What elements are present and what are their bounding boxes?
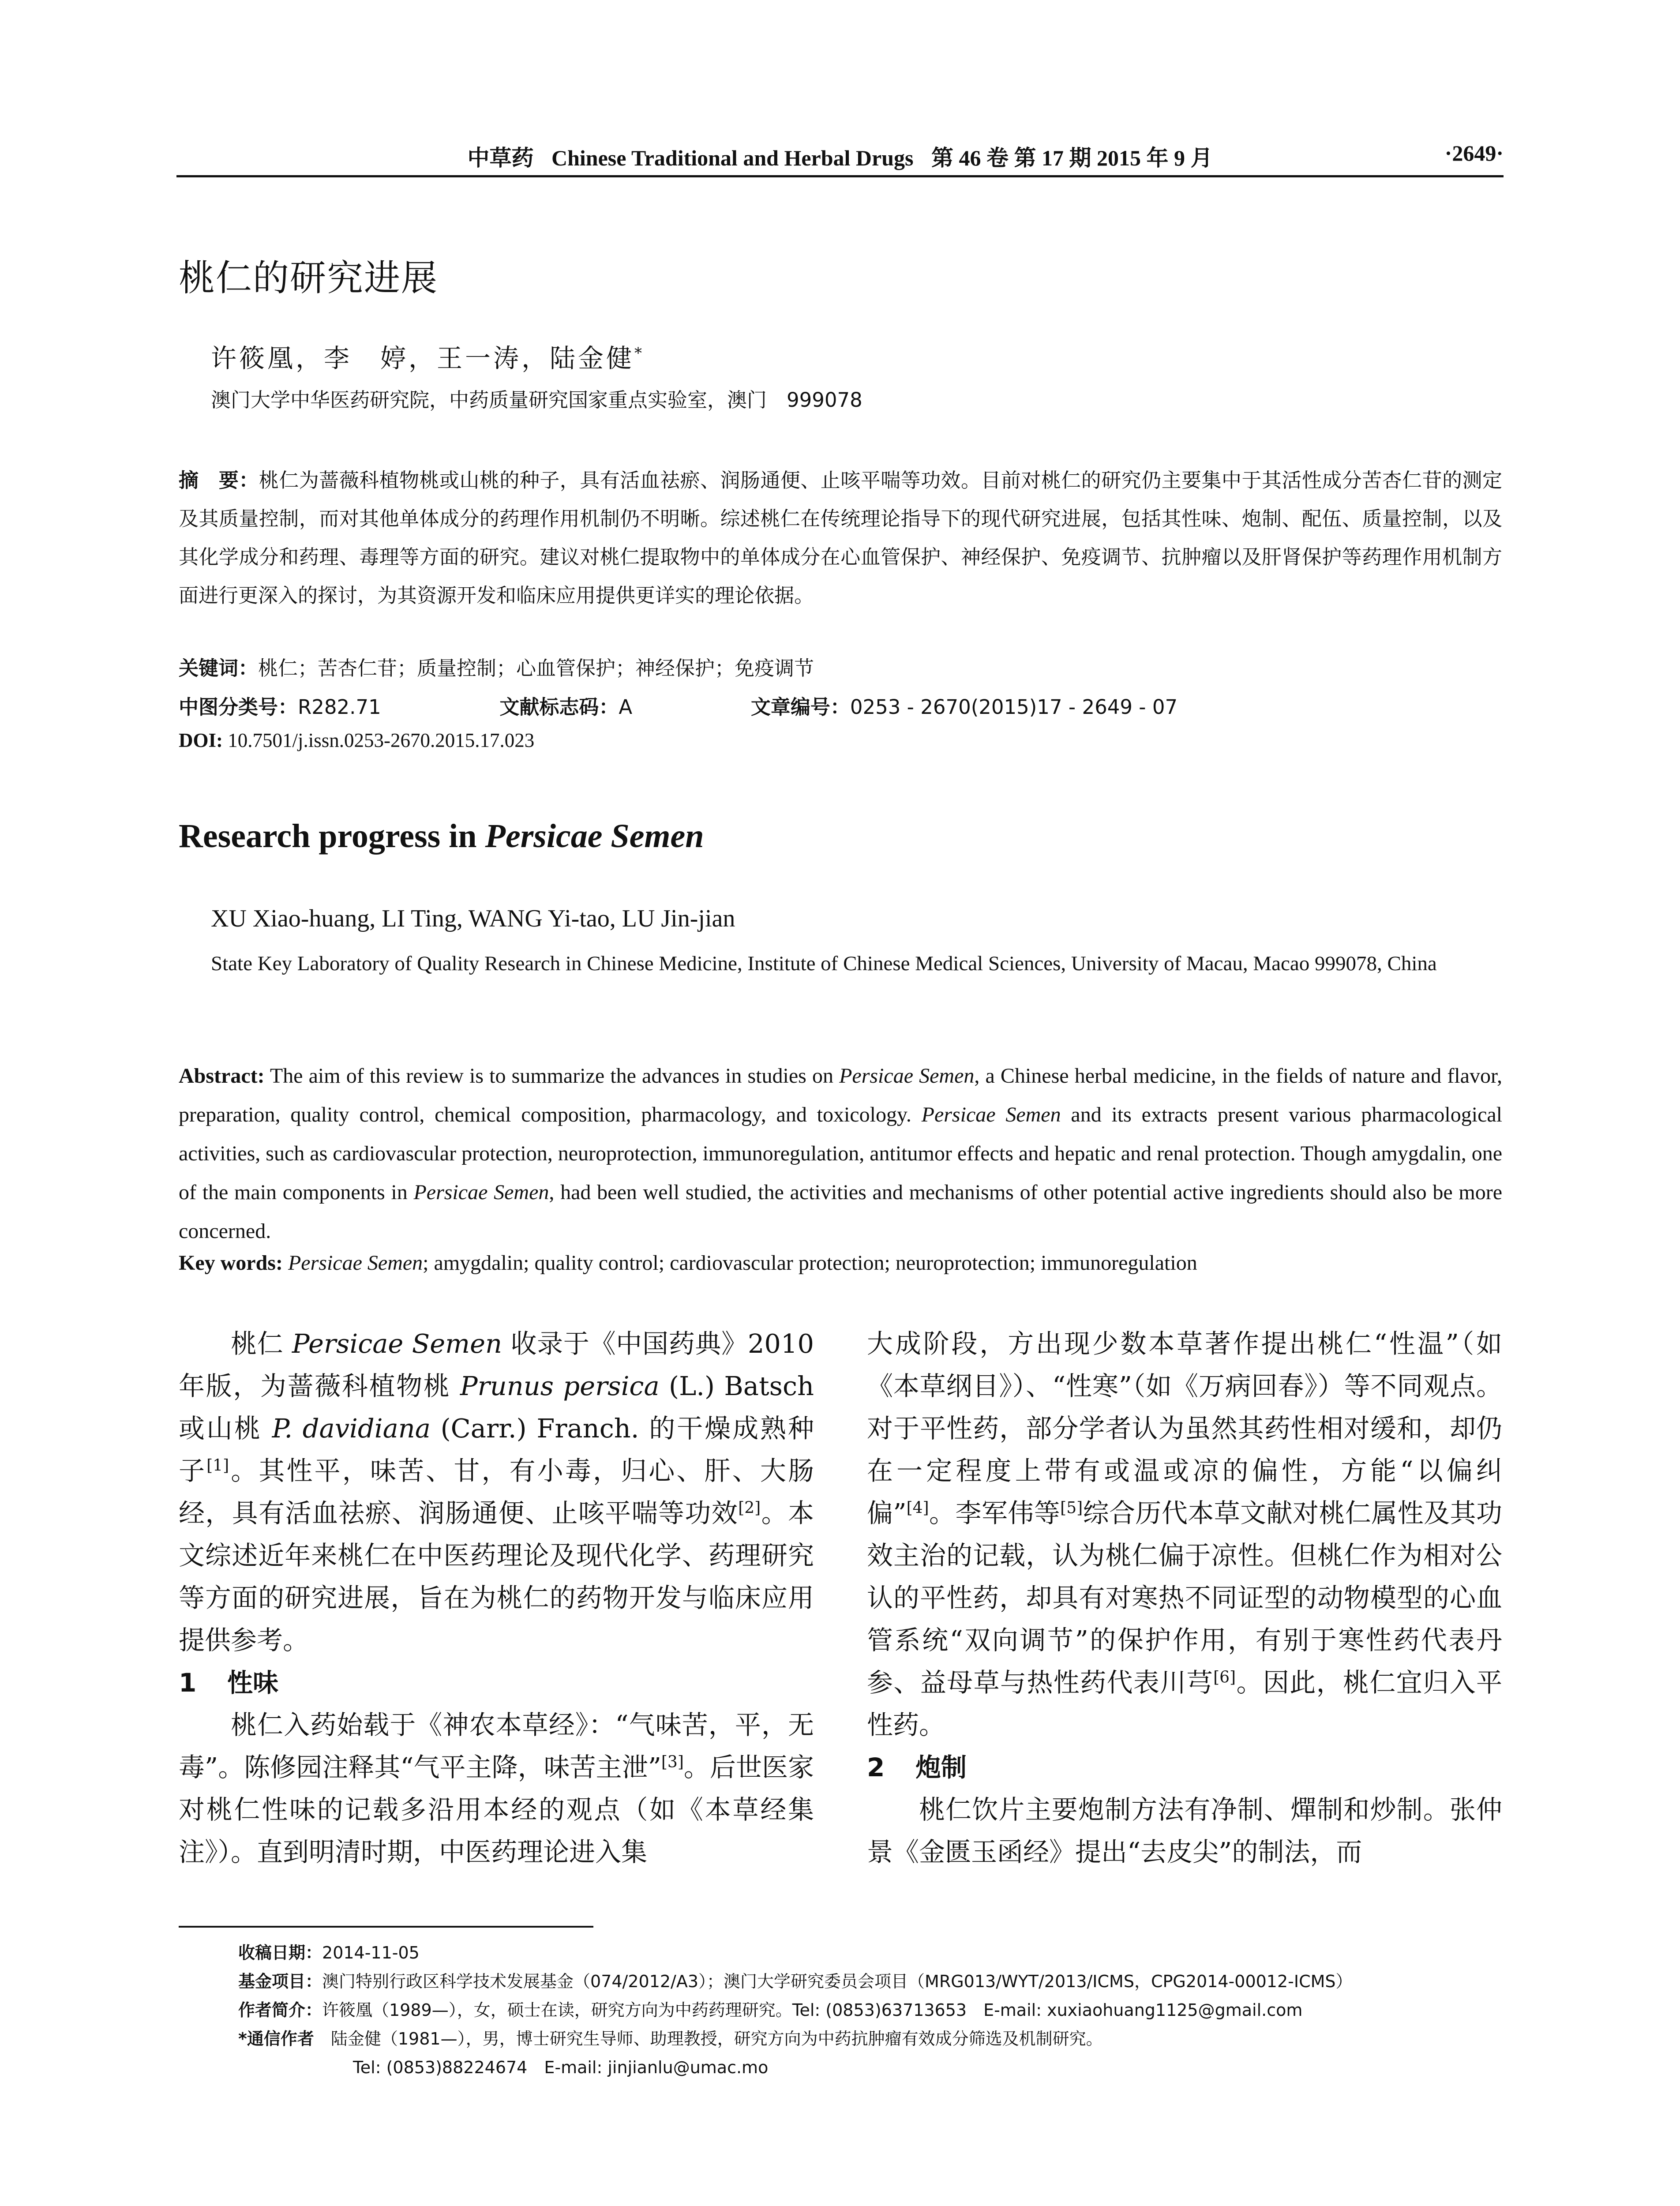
doc-code-label: 文献标志码： [499, 695, 619, 719]
authors-cn-text: 许筱凰，李 婷，王一涛，陆金健 [211, 343, 635, 373]
abstract-en-label: Abstract: [179, 1064, 265, 1088]
citation-ref[interactable]: [1] [206, 1456, 229, 1475]
footnote-label: 收稿日期： [238, 1943, 322, 1962]
citation-ref[interactable]: [4] [906, 1499, 929, 1517]
header-rule [176, 175, 1504, 177]
abstract-cn-text: 桃仁为蔷薇科植物桃或山桃的种子，具有活血祛瘀、润肠通便、止咳平喘等功效。目前对桃仁的研究仍主要集中于其活性成分苦杏仁苷的测定及其质量控制，而对其他单体成分的药理作用机制仍不明晰。综述桃仁在传统理论指导下的现代研究进展，包括其性味、炮制、配伍、质量控制，以及其化学成分和药理、毒理等方面的研究。建议对桃仁提取物中的单体成分在心血管保护、神经保护、免疫调节、抗肿瘤以及肝肾保护等药理作用机制方面进行更深入的探讨，为其资源开发和临床应用提供更详实的理论依据。 [179, 469, 1502, 607]
body-text: 收录于《中国药典》2010 年版，为蔷薇科植物桃 [179, 1328, 814, 1401]
body-text: 综合历代本草文献对桃仁属性及其功效主治的记载，认为桃仁偏于凉性。但桃仁作为相对公认的平性药，却具有对寒热不同证型的动物模型的心血管系统“双向调节”的保护作用，有别于寒性药代表丹参、益母草与热性药代表川芎 [867, 1498, 1502, 1698]
abstract-en-text: , a Chinese herbal medicine, in the fields of nature and flavor, preparation, quality control, chemical composition, pharmacology, and toxicology. [179, 1064, 1502, 1126]
footnote-text: 陆金健（1981—），男，博士研究生导师、助理教授，研究方向为中药抗肿瘤有效成分筛选及机制研究。 [314, 2029, 1103, 2048]
section-number: 2 [867, 1752, 885, 1782]
body-text: 大成阶段，方出现少数本草著作提出桃仁“性温”（如《本草纲目》）、“性寒”（如《万病回春》）等不同观点。对于平性药，部分学者认为虽然其药性相对缓和，却仍在一定程度上带有或温或凉的偏性，方能“以偏纠偏” [867, 1328, 1502, 1528]
abstract-en-text: The aim of this review is to summarize the advances in studies on [264, 1064, 840, 1088]
section-heading [179, 1662, 814, 1704]
keywords-cn [179, 652, 814, 681]
keywords-cn-text: 桃仁；苦杏仁苷；质量控制；心血管保护；神经保护；免疫调节 [258, 657, 814, 680]
species-name: Persicae Semen [292, 1328, 502, 1359]
footnote-label: 作者简介： [238, 2000, 322, 2020]
species-name: Prunus persica [460, 1371, 660, 1401]
footnote-rule [179, 1926, 593, 1928]
abstract-cn-label: 摘 要： [179, 469, 259, 492]
title-en-italic: Persicae Semen [485, 818, 704, 855]
journal-name-en: Chinese Traditional and Herbal Drugs [551, 146, 914, 170]
species-name: Persicae Semen [839, 1064, 975, 1088]
citation-ref[interactable]: [2] [738, 1499, 761, 1517]
species-name: Persicae Semen [413, 1181, 549, 1204]
article-title-cn: 桃仁的研究进展 [179, 257, 439, 299]
keywords-cn-label: 关键词： [179, 657, 259, 680]
footnote-label: *通信作者 [238, 2029, 314, 2048]
abstract-en-text: and its extracts present various pharmacological activities, such as cardiovascular protection, neuroprotection, immunoregulation, antitumor effects and hepatic and renal protection. Though amygdalin, one of the main components in [179, 1103, 1503, 1204]
keywords-en-italic: Persicae Semen [288, 1251, 423, 1275]
section-title: 性味 [227, 1668, 279, 1698]
body-text: 桃仁 [231, 1328, 292, 1359]
species-name: P. davidiana [272, 1413, 431, 1444]
author-list-cn [211, 338, 645, 375]
footnote-received [238, 1939, 420, 1963]
species-name: Persicae Semen [921, 1103, 1061, 1126]
title-en-prefix: Research progress in [179, 818, 485, 855]
clc-label: 中图分类号： [179, 695, 298, 719]
body-text: 。后世医家对桃仁性味的记载多沿用本经的观点（如《本草经集注》）。直到明清时期，中医药理论进入集 [179, 1752, 814, 1867]
running-header [176, 140, 1504, 175]
body-text: 。本文综述近年来桃仁在中医药理论及现代化学、药理研究等方面的研究进展，旨在为桃仁的药物开发与临床应用提供参考。 [179, 1498, 814, 1655]
footnote-label: 基金项目： [238, 1972, 322, 1991]
footnote-fund [238, 1968, 1353, 1992]
corresponding-mark: * [634, 344, 645, 362]
citation-ref[interactable]: [6] [1213, 1668, 1236, 1687]
footnote-text: 澳门特别行政区科学技术发展基金（074/2012/A3）；澳门大学研究委员会项目（MRG013/WYT/2013/ICMS，CPG2014-00012-ICMS） [322, 1972, 1353, 1991]
keywords-en [179, 1251, 1197, 1275]
affiliation-en: State Key Laboratory of Quality Research in Chinese Medicine, Institute of Chinese Medical Sciences, University of Macau, Macao 999078, China [211, 952, 1437, 975]
abstract-cn [179, 461, 1502, 615]
doi-label: DOI: [179, 729, 223, 751]
keywords-en-label: Key words: [179, 1251, 283, 1275]
body-text: 。因此，桃仁宜归入平性药。 [867, 1667, 1502, 1740]
citation-ref[interactable]: [3] [661, 1753, 684, 1771]
section-heading [867, 1746, 1502, 1789]
body-paragraph [179, 1704, 814, 1873]
doi-row [179, 729, 534, 752]
body-column-right [867, 1323, 1502, 1873]
doc-code-value: A [619, 695, 633, 719]
section-number: 1 [179, 1668, 197, 1698]
body-text: 。李军伟等 [929, 1498, 1061, 1528]
article-no-label: 文章编号： [750, 695, 850, 719]
article-title-en [179, 817, 704, 855]
footnote-text: 许筱凰（1989—），女，硕士在读，研究方向为中药药理研究。Tel: (0853)63713653 E-mail: xuxiaohuang1125@gmail.com [322, 2000, 1303, 2020]
classification-row [179, 691, 1178, 720]
footnote-corresponding [238, 2025, 1103, 2049]
journal-line [176, 140, 1504, 172]
author-list-en: XU Xiao-huang, LI Ting, WANG Yi-tao, LU Jin-jian [211, 905, 735, 932]
body-text: 桃仁入药始载于《神农本草经》：“气味苦，平，无毒”。陈修园注释其“气平主降，味苦主泄” [179, 1710, 814, 1782]
body-text: 。其性平，味苦、甘，有小毒，归心、肝、大肠经，具有活血祛瘀、润肠通便、止咳平喘等功效 [179, 1456, 814, 1528]
keywords-en-text: ; amygdalin; quality control; cardiovascular protection; neuroprotection; immunoregulation [423, 1251, 1197, 1275]
journal-name-cn: 中草药 [467, 146, 534, 170]
issue-info: 第 46 卷 第 17 期 2015 年 9 月 [931, 146, 1213, 170]
affiliation-cn: 澳门大学中华医药研究院，中药质量研究国家重点实验室，澳门 999078 [211, 388, 862, 412]
body-text: 桃仁饮片主要炮制方法有净制、燀制和炒制。张仲景《金匮玉函经》提出“去皮尖”的制法，而 [867, 1794, 1502, 1867]
citation-ref[interactable]: [5] [1060, 1499, 1083, 1517]
section-title: 炮制 [915, 1752, 967, 1782]
body-paragraph [867, 1789, 1502, 1873]
body-column-left [179, 1323, 814, 1873]
footnote-text: 2014-11-05 [322, 1943, 420, 1962]
abstract-en-text: , had been well studied, the activities and mechanisms of other potential active ingredients should also be more concerned. [179, 1181, 1502, 1243]
footnote-contact: Tel: (0853)88224674 E-mail: jinjianlu@umac.mo [353, 2058, 769, 2077]
abstract-en [179, 1057, 1502, 1251]
doi-value[interactable]: 10.7501/j.issn.0253-2670.2015.17.023 [228, 729, 535, 751]
body-text: (L.) Batsch 或山桃 [179, 1371, 814, 1444]
clc-value: R282.71 [298, 695, 381, 719]
footnote-author [238, 1996, 1302, 2021]
article-no-value: 0253 - 2670(2015)17 - 2649 - 07 [850, 695, 1178, 719]
page-number: ·2649· [1444, 141, 1504, 165]
body-text: (Carr.) Franch. 的干燥成熟种子 [179, 1413, 814, 1486]
body-paragraph [179, 1323, 814, 1662]
body-paragraph [867, 1323, 1502, 1746]
